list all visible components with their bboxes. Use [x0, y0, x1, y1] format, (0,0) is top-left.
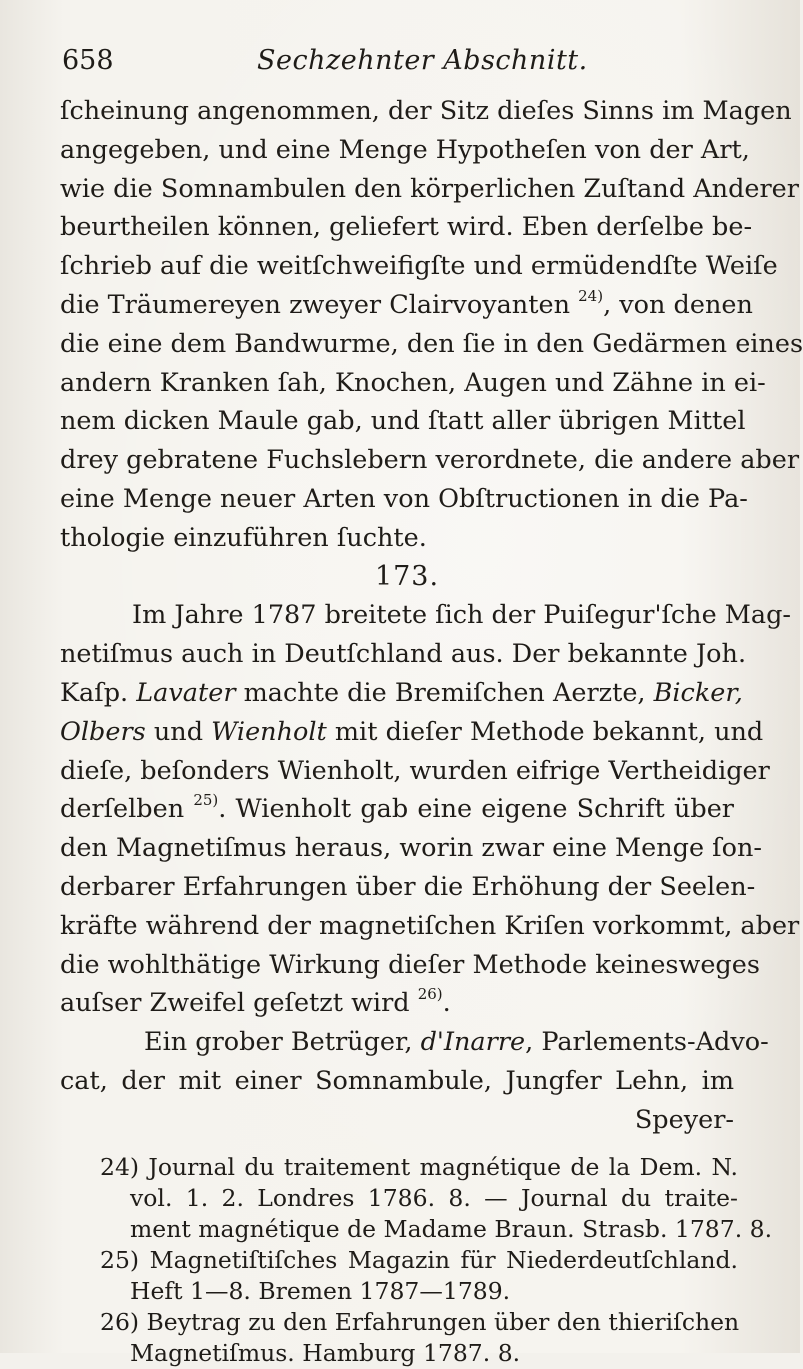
text-line: die eine dem Bandwurme, den ſie in den Gedärmen eines	[60, 328, 803, 359]
page-header	[62, 44, 762, 78]
main-text	[60, 92, 803, 1140]
text-line	[60, 1023, 769, 1062]
footnote-24-cont: vol. 1. 2. Londres 1786. 8. — Journal du traite-	[130, 1184, 738, 1212]
footnote-ref-24: 24)	[578, 286, 604, 305]
name-lavater: Lavater	[136, 677, 236, 708]
text-fragment: Wienholt gab eine eigene Schrift über	[235, 794, 735, 825]
text-line: dieſe, beſonders Wienholt, wurden eifrige Vertheidiger	[60, 755, 770, 786]
text-line: den Magnetiſmus heraus, worin zwar eine Menge ſon-	[60, 833, 763, 864]
text-fragment: auſser Zweifel geſetzt wird	[60, 988, 410, 1019]
name-olbers: Olbers	[60, 716, 146, 747]
text-line	[60, 674, 743, 713]
name-wienholt: Wienholt	[211, 716, 327, 747]
text-line: ſchrieb auf die weitſchweifigſte und ermüdendſte Weiſe	[60, 251, 778, 282]
footnote-24-cont: ment magnétique de Madame Braun. Strasb. 1787. 8.	[130, 1215, 773, 1243]
footnote-ref-25: 25)	[193, 791, 219, 810]
footnote-26: 26) Beytrag zu den Erfahrungen über den thieriſchen	[100, 1308, 740, 1336]
text-fragment: , Parlements-Advo-	[525, 1027, 769, 1058]
text-fragment: die Träumereyen zweyer Clairvoyanten	[60, 289, 570, 320]
text-line: andern Kranken ſah, Knochen, Augen und Zähne in ei-	[60, 367, 766, 398]
footnote-25: 25) Magnetiſtiſches Magazin für Niederdeutſchland.	[100, 1246, 738, 1274]
footnote-26-cont: Magnetiſmus. Hamburg 1787. 8.	[130, 1339, 521, 1367]
text-line: kräfte während der magnetiſchen Kriſen vorkommt, aber	[60, 910, 800, 941]
footnote-25-cont: Heft 1—8. Bremen 1787—1789.	[130, 1277, 511, 1305]
name-bicker: Bicker,	[653, 677, 743, 708]
text-fragment: Ein grober Betrüger,	[144, 1027, 413, 1058]
page-number: 658	[62, 45, 114, 76]
text-fragment: machte die Bremiſchen Aerzte,	[243, 677, 646, 708]
section-number: 173.	[374, 560, 440, 592]
text-line: angegeben, und eine Menge Hypotheſen von der Art,	[60, 134, 750, 165]
text-line: drey gebratene Fuchslebern verordnete, die andere aber	[60, 445, 800, 476]
text-line: beurtheilen können, geliefert wird. Eben derſelbe be-	[60, 212, 753, 243]
name-inarre: d'Inarre	[420, 1027, 526, 1058]
text-fragment: und	[153, 716, 204, 747]
text-line: eine Menge neuer Arten von Obſtructionen in die Pa-	[60, 483, 748, 514]
catchword: Speyer-	[634, 1104, 734, 1135]
footnote-ref-26: 26)	[417, 985, 443, 1004]
text-line: nem dicken Maule gab, und ſtatt aller übrigen Mittel	[60, 406, 746, 437]
footnote-24: 24) Journal du traitement magnétique de la Dem. N.	[100, 1153, 738, 1181]
text-line: ſcheinung angenommen, der Sitz dieſes Sinns im Magen	[60, 96, 792, 126]
text-line: wie die Somnambulen den körperlichen Zuſtand Anderer	[60, 173, 799, 204]
text-line: die wohlthätige Wirkung dieſer Methode keinesweges	[60, 949, 760, 980]
text-fragment: , von denen	[603, 289, 753, 320]
text-line	[60, 286, 753, 325]
text-fragment: mit dieſer Methode bekannt, und	[334, 716, 764, 747]
text-line: netiſmus auch in Deutſchland aus. Der bekannte Joh.	[60, 639, 747, 670]
text-fragment: Kaſp.	[60, 677, 129, 708]
text-line: derbarer Erfahrungen über die Erhöhung der Seelen-	[60, 871, 756, 902]
text-line: thologie einzuführen ſuchte.	[60, 522, 427, 553]
running-title: Sechzehnter Abschnitt.	[257, 45, 588, 76]
text-line: derſelben $^{25)}$. Wienholt gab eine eigene Schrift über	[60, 791, 735, 825]
text-line	[60, 713, 764, 752]
footnotes	[100, 1152, 773, 1369]
text-line: Im Jahre 1787 breitete ſich der Puiſegur'ſche Mag-	[132, 600, 792, 631]
text-line: auſser Zweifel geſetzt wird $^{26)}$.	[60, 985, 451, 1019]
text-line: cat, der mit einer Somnambule, Jungfer Lehn, im	[60, 1065, 734, 1096]
text-fragment: derſelben	[60, 794, 185, 825]
